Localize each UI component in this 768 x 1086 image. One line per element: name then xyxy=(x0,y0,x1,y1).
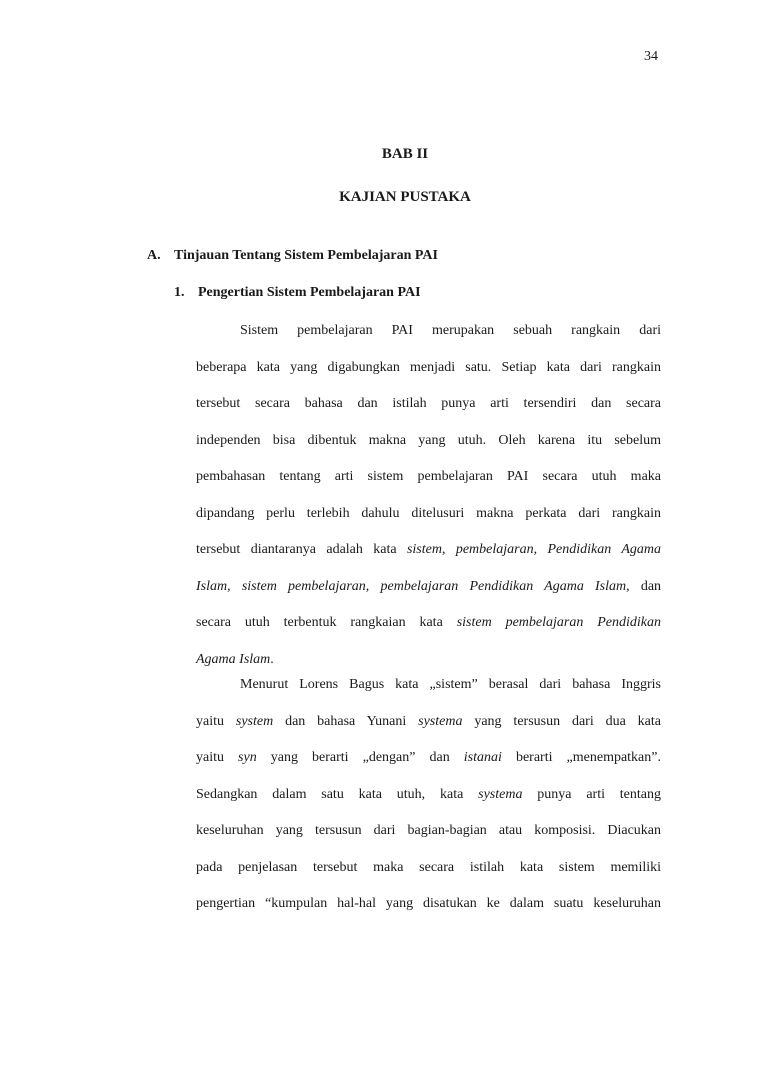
text-run: yaitu xyxy=(196,750,239,765)
text-run: tersebut diantaranya adalah kata xyxy=(196,542,407,557)
paragraph-line: pada penjelasan tersebut maka secara istilah kata sistem memiliki xyxy=(196,859,661,875)
italic-term: systema xyxy=(418,713,463,729)
paragraph-line: Sistem pembelajaran PAI merupakan sebuah rangkain dari xyxy=(240,323,661,338)
italic-term: syn xyxy=(238,750,257,765)
text-run: dan xyxy=(629,578,662,594)
subsection-marker: 1. xyxy=(174,285,185,300)
text-run: secara utuh terbentuk rangkaian kata xyxy=(196,615,457,630)
chapter-label: BAB II xyxy=(381,146,429,162)
section-title: Tinjauan Tentang Sistem Pembelajaran PAI xyxy=(174,248,438,263)
paragraph-line xyxy=(196,704,661,741)
text-run: berarti „menempatkan”. xyxy=(501,750,661,765)
text-run: , xyxy=(441,542,456,557)
subsection-heading xyxy=(174,285,421,301)
paragraph-line: tersebut secara bahasa dan istilah punya arti tersendiri dan secara xyxy=(196,396,661,411)
italic-term: sistem pembelajaran Pendidikan xyxy=(456,615,661,630)
section-marker: A. xyxy=(147,248,161,263)
italic-term: system xyxy=(235,713,274,729)
paragraph-line: beberapa kata yang digabungkan menjadi satu. Setiap kata dari rangkain xyxy=(196,359,661,375)
paragraph-line xyxy=(196,777,661,814)
paragraph-1 xyxy=(196,313,661,678)
italic-term: pembelajaran Pendidikan Agama Islam, xyxy=(380,578,630,594)
text-run: , xyxy=(227,578,242,594)
text-run: punya arti tentang xyxy=(522,786,662,802)
text-run: yang tersusun dari dua kata xyxy=(462,713,661,729)
paragraph-line: keseluruhan yang tersusun dari bagian-bagian atau komposisi. Diacukan xyxy=(196,823,661,838)
text-run: . xyxy=(270,651,274,667)
text-run: Sedangkan dalam satu kata utuh, kata xyxy=(196,786,479,802)
text-run: , xyxy=(533,542,548,557)
chapter-title: KAJIAN PUSTAKA xyxy=(339,189,471,205)
paragraph-2 xyxy=(196,667,661,923)
paragraph-line xyxy=(196,605,661,642)
italic-term: istanai xyxy=(463,750,502,765)
italic-term: Pendidikan Agama xyxy=(547,542,662,557)
text-run: yaitu xyxy=(196,713,236,729)
page-number: 34 xyxy=(644,49,658,64)
italic-term: sistem xyxy=(406,542,442,557)
paragraph-line: dipandang perlu terlebih dahulu ditelusuri makna perkata dari rangkain xyxy=(196,505,661,521)
paragraph-line xyxy=(196,569,661,606)
subsection-title: Pengertian Sistem Pembelajaran PAI xyxy=(198,285,421,300)
italic-term: Islam xyxy=(196,578,228,594)
text-run: yang berarti „dengan” dan xyxy=(256,750,464,765)
italic-term: sistem pembelajaran xyxy=(241,578,366,594)
italic-term: systema xyxy=(478,786,523,802)
paragraph-line: pembahasan tentang arti sistem pembelajaran PAI secara utuh maka xyxy=(196,469,661,484)
text-run: dan bahasa Yunani xyxy=(273,713,419,729)
paragraph-line: Menurut Lorens Bagus kata „sistem” berasal dari bahasa Inggris xyxy=(240,677,661,692)
paragraph-line: independen bisa dibentuk makna yang utuh. Oleh karena itu sebelum xyxy=(196,432,661,448)
section-heading xyxy=(147,248,438,264)
italic-term: pembelajaran xyxy=(455,542,534,557)
paragraph-line xyxy=(196,740,661,777)
text-run: , xyxy=(365,578,381,594)
paragraph-line: pengertian “kumpulan hal-hal yang disatukan ke dalam suatu keseluruhan xyxy=(196,896,661,911)
italic-term: Agama Islam xyxy=(196,651,271,667)
paragraph-line xyxy=(196,532,661,569)
